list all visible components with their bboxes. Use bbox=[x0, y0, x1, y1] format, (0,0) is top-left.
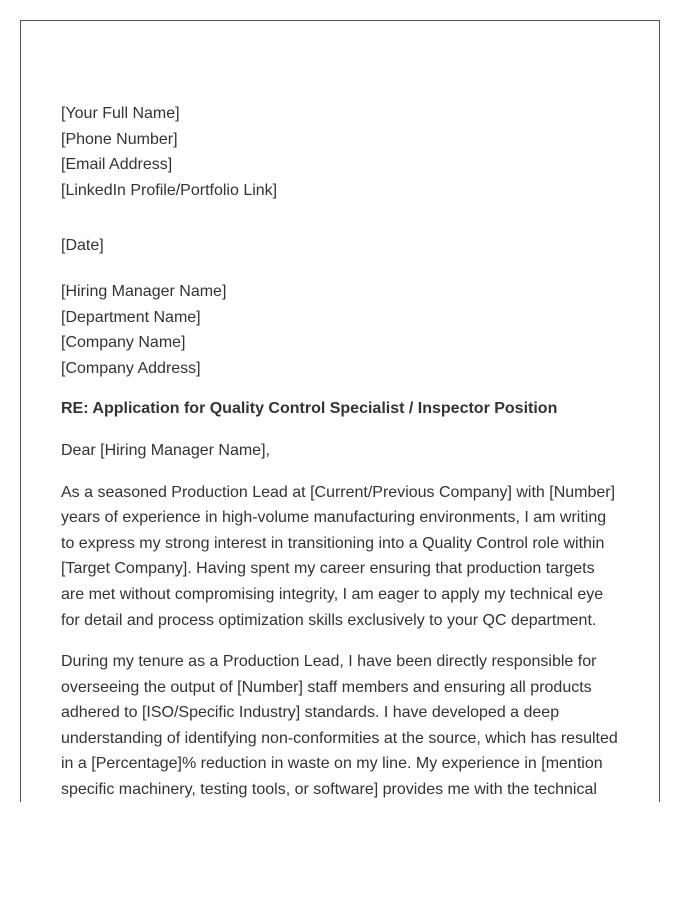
paragraph-line: to express my strong interest in transitioning into a Quality Control role within bbox=[61, 534, 605, 552]
letter-date: [Date] bbox=[61, 237, 104, 255]
salutation bbox=[61, 438, 623, 464]
paragraph-line: understanding of identifying non-conformities at the source, which has resulted bbox=[61, 729, 618, 747]
recipient-company: [Company Name] bbox=[61, 334, 186, 352]
recipient-department: [Department Name] bbox=[61, 308, 201, 326]
recipient-block bbox=[61, 279, 623, 381]
recipient-address: [Company Address] bbox=[61, 359, 201, 377]
sender-block bbox=[61, 101, 623, 203]
letter-page bbox=[20, 20, 660, 802]
paragraph-line: adhered to [ISO/Specific Industry] standards. I have developed a deep bbox=[61, 704, 560, 722]
subject-line bbox=[61, 396, 623, 422]
letter-content bbox=[61, 101, 623, 802]
paragraph-line: for detail and process optimization skills exclusively to your QC department. bbox=[61, 611, 597, 629]
date-block bbox=[61, 233, 623, 259]
paragraph-line: years of experience in high-volume manufacturing environments, I am writing bbox=[61, 509, 607, 527]
salutation-text: Dear [Hiring Manager Name], bbox=[61, 441, 270, 459]
paragraph-line: [Target Company]. Having spent my career ensuring that production targets bbox=[61, 560, 595, 578]
sender-email: [Email Address] bbox=[61, 156, 173, 174]
sender-name: [Your Full Name] bbox=[61, 105, 180, 122]
paragraph-line: in a [Percentage]% reduction in waste on my line. My experience in [mention bbox=[61, 755, 603, 773]
paragraph-line: overseeing the output of [Number] staff members and ensuring all products bbox=[61, 678, 592, 696]
sender-phone: [Phone Number] bbox=[61, 130, 178, 148]
paragraph-line: specific machinery, testing tools, or software] provides me with the technical bbox=[61, 781, 597, 799]
sender-link: [LinkedIn Profile/Portfolio Link] bbox=[61, 181, 278, 199]
recipient-name: [Hiring Manager Name] bbox=[61, 282, 227, 300]
body-paragraph-2 bbox=[61, 649, 623, 802]
body-paragraph-1 bbox=[61, 480, 623, 634]
subject-text: RE: Application for Quality Control Specialist / Inspector Position bbox=[61, 400, 558, 418]
paragraph-line: are met without compromising integrity, I am eager to apply my technical eye bbox=[61, 585, 604, 603]
paragraph-line: During my tenure as a Production Lead, I have been directly responsible for bbox=[61, 653, 597, 671]
paragraph-line: As a seasoned Production Lead at [Current/Previous Company] with [Number] bbox=[61, 483, 616, 501]
